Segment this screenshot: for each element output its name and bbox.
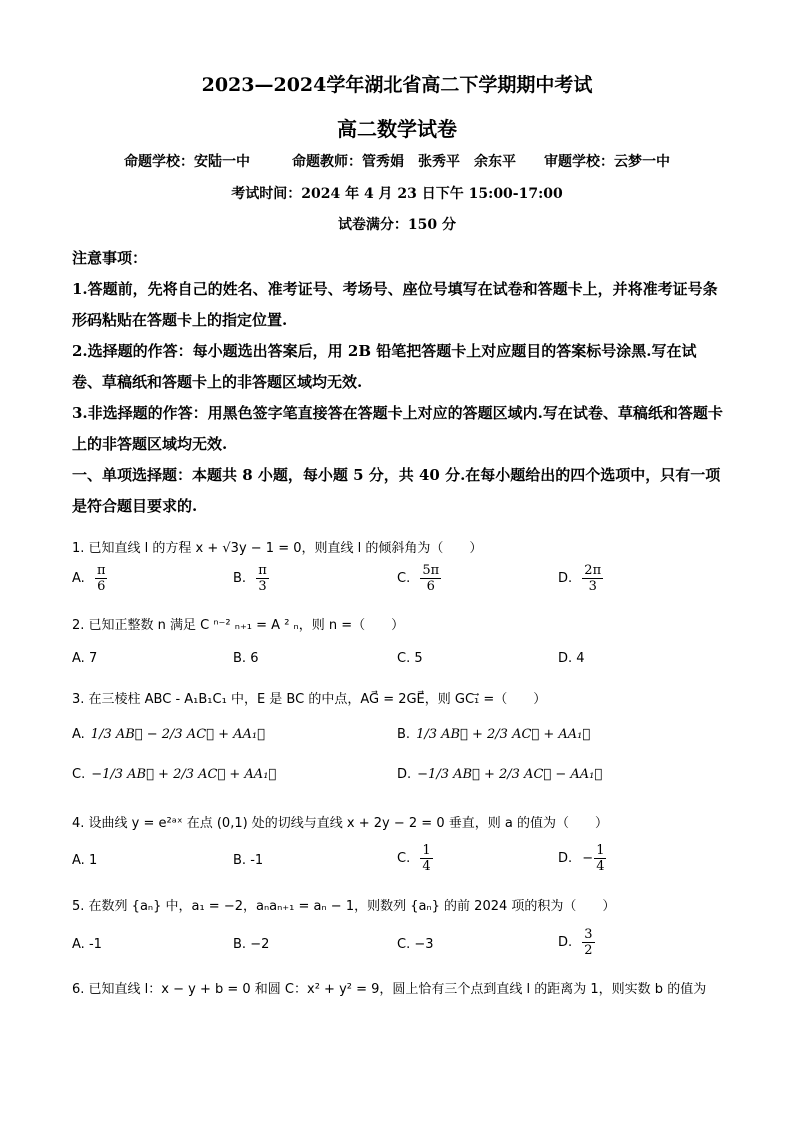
notes-heading: 注意事项：: [72, 249, 148, 267]
option-fraction: $\frac{3}{2}$: [584, 927, 593, 958]
option-letter: B.: [233, 571, 247, 586]
question-1-option-b: [233, 563, 269, 594]
question-1-stem: 1. 已知直线 l 的方程 x + √3y − 1 = 0，则直线 l 的倾斜角为（ ）: [72, 541, 483, 556]
question-4-stem: 4. 设曲线 y = e²ᵃˣ 在点 (0,1) 处的切线与直线 x + 2y − 2 = 0 垂直，则 a 的值为（ ）: [72, 816, 608, 831]
question-5-stem: 5. 在数列 {aₙ} 中，a₁ = −2，aₙaₙ₊₁ = aₙ − 1，则数列 {aₙ} 的前 2024 项的积为（ ）: [72, 899, 616, 914]
question-3-option-c: C. −1/3 AB⃗ + 2/3 AC⃗ + AA₁⃗: [72, 767, 277, 782]
option-letter: D.: [558, 571, 573, 586]
question-3-option-d: D. −1/3 AB⃗ + 2/3 AC⃗ − AA₁⃗: [397, 767, 603, 782]
question-1-option-a: [72, 563, 107, 594]
note-item-1: 1.答题前，先将自己的姓名、准考证号、考场号、座位号填写在试卷和答题卡上，并将准考证号条形码粘贴在答题卡上的指定位置.: [72, 280, 718, 329]
question-2-option-a: A. 7: [72, 651, 98, 666]
exam-title: 2023—2024学年湖北省高二下学期期中考试: [201, 74, 593, 96]
question-3-option-a: A. 1/3 AB⃗ − 2/3 AC⃗ + AA₁⃗: [72, 727, 265, 742]
exam-full-score: 试卷满分：150 分: [337, 217, 457, 233]
question-6-stem: 6. 已知直线 l：x − y + b = 0 和圆 C：x² + y² = 9，圆上恰有三个点到直线 l 的距离为 1，则实数 b 的值为: [72, 982, 707, 997]
question-3-option-b: B. 1/3 AB⃗ + 2/3 AC⃗ + AA₁⃗: [397, 727, 591, 742]
option-fraction: $\frac{\pi}{3}$: [258, 563, 267, 594]
question-1-option-d: [558, 563, 603, 594]
option-letter: A.: [72, 571, 85, 586]
exam-authors: 命题学校：安陆一中 命题教师：管秀娟 张秀平 余东平 审题学校：云梦一中: [124, 154, 670, 170]
question-2-stem: 2. 已知正整数 n 满足 C ⁿ⁻² ₙ₊₁ = A ² ₙ，则 n =（ ）: [72, 618, 405, 633]
option-fraction: $\frac{5\pi}{6}$: [422, 563, 440, 594]
option-fraction: $\frac{\pi}{6}$: [96, 563, 106, 594]
question-4-option-c: C. $\frac{1}{4}$: [397, 843, 431, 874]
question-4-option-b: B. -1: [233, 853, 264, 868]
question-4-option-d: D. − $\frac{1}{4}$: [558, 843, 605, 874]
section-1-heading: 一、单项选择题：本题共 8 小题，每小题 5 分，共 40 分.在每小题给出的四个选项中，只有一项是符合题目要求的.: [72, 466, 721, 515]
option-letter: C.: [397, 571, 411, 586]
exam-time: 考试时间：2024 年 4 月 23 日下午 15:00-17:00: [231, 186, 563, 202]
question-4-option-a: A. 1: [72, 853, 98, 868]
note-item-2: 2.选择题的作答：每小题选出答案后，用 2B 铅笔把答题卡上对应题目的答案标号涂黑.写在试卷、草稿纸和答题卡上的非答题区域均无效.: [72, 342, 697, 391]
question-5-option-c: C. −3: [397, 937, 434, 952]
note-item-3: 3.非选择题的作答：用黑色签字笔直接答在答题卡上对应的答题区域内.写在试卷、草稿纸和答题卡上的非答题区域均无效.: [72, 404, 723, 453]
question-5-option-b: B. −2: [233, 937, 270, 952]
exam-subtitle: 高二数学试卷: [337, 117, 457, 141]
option-fraction: $\frac{2\pi}{3}$: [584, 563, 602, 594]
option-fraction: $\frac{1}{4}$: [422, 843, 431, 874]
question-1-option-c: [397, 563, 441, 594]
question-5-option-d: D. $\frac{3}{2}$: [558, 927, 593, 958]
question-2-option-b: B. 6: [233, 651, 259, 666]
question-2-option-d: D. 4: [558, 651, 585, 666]
question-5-option-a: A. -1: [72, 937, 102, 952]
question-3-stem: 3. 在三棱柱 ABC - A₁B₁C₁ 中，E 是 BC 的中点，AG⃗ = 2GE⃗，则 GC₁⃗ =（ ）: [72, 692, 547, 707]
question-2-option-c: C. 5: [397, 651, 423, 666]
option-fraction: $\frac{1}{4}$: [596, 843, 605, 874]
